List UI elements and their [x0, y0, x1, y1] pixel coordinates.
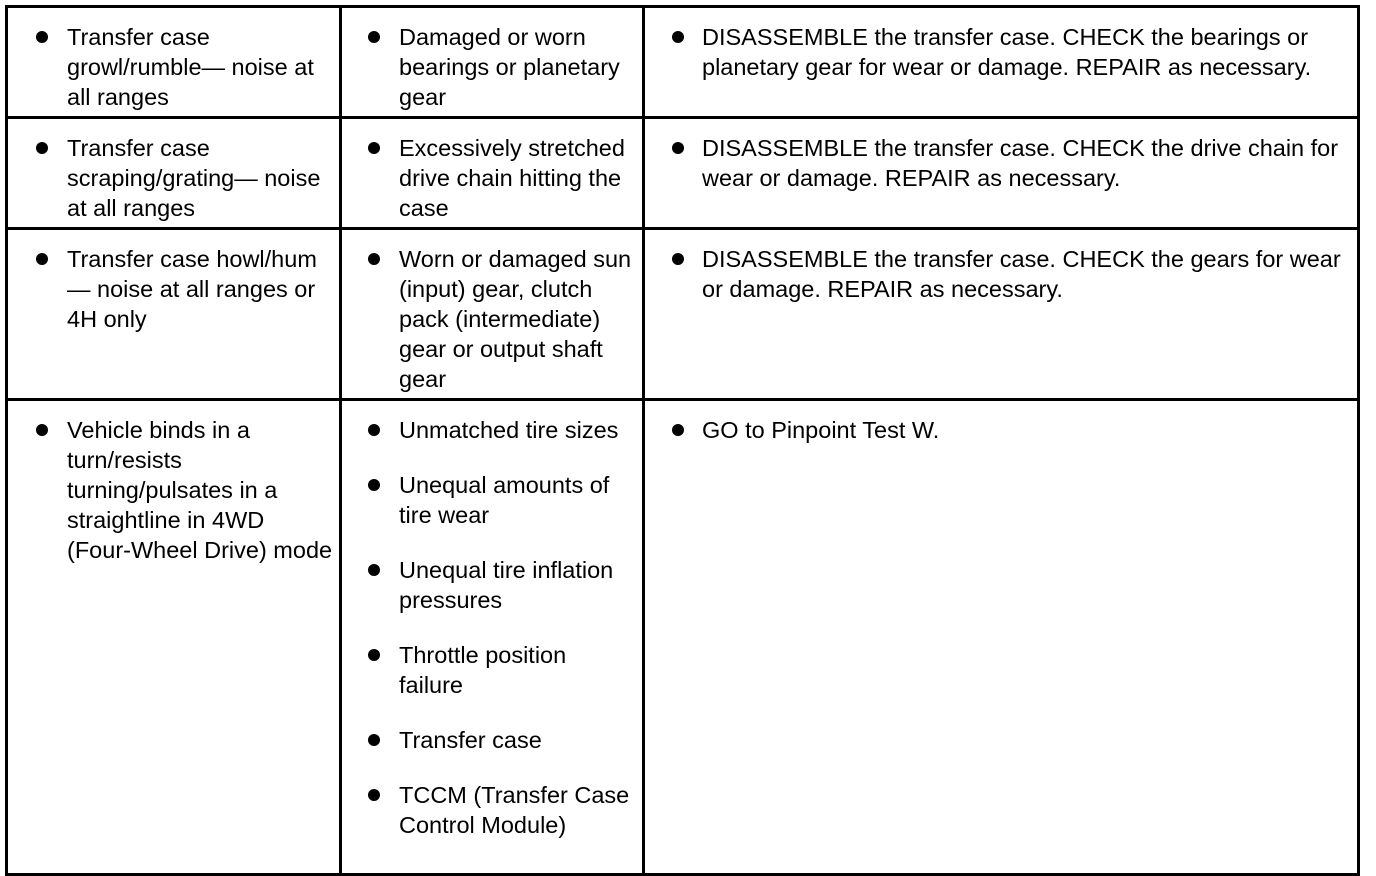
condition-text: Transfer case scraping/grating— noise at all ranges — [67, 135, 321, 221]
action-cell — [644, 118, 1359, 229]
list-item — [645, 415, 1351, 445]
cause-text: Worn or damaged sun (input) gear, clutch pack (intermediate) gear or output shaft gear — [399, 246, 632, 392]
list-item — [8, 22, 333, 112]
diagnosis-table — [5, 5, 1360, 876]
bullet-icon — [36, 142, 48, 154]
table-row — [7, 400, 1359, 875]
cause-text: Damaged or worn bearings or planetary gear — [399, 24, 620, 110]
list-item — [342, 22, 636, 112]
condition-cell — [7, 229, 341, 400]
list-item — [342, 555, 636, 615]
bullet-icon — [36, 31, 48, 43]
condition-text: Transfer case howl/hum— noise at all ranges or 4H only — [67, 246, 317, 332]
list-item — [8, 244, 333, 334]
action-text: DISASSEMBLE the transfer case. CHECK the drive chain for wear or damage. REPAIR as necessary. — [702, 135, 1339, 191]
table-row — [7, 118, 1359, 229]
list-item — [342, 244, 636, 394]
action-text: DISASSEMBLE the transfer case. CHECK the gears for wear or damage. REPAIR as necessary. — [702, 246, 1341, 302]
bullet-icon — [672, 424, 684, 436]
list-item — [8, 415, 333, 565]
cause-cell — [341, 7, 644, 118]
list-item — [645, 244, 1351, 304]
bullet-icon — [672, 142, 684, 154]
bullet-icon — [368, 789, 380, 801]
bullet-icon — [672, 253, 684, 265]
action-text: GO to Pinpoint Test W. — [702, 417, 940, 443]
bullet-icon — [368, 253, 380, 265]
cause-cell — [341, 400, 644, 875]
action-text: DISASSEMBLE the transfer case. CHECK the bearings or planetary gear for wear or damage. REPAIR as necessary. — [702, 24, 1312, 80]
list-item — [342, 470, 636, 530]
cause-text: Excessively stretched drive chain hitting the case — [399, 135, 625, 221]
action-cell — [644, 229, 1359, 400]
bullet-icon — [672, 31, 684, 43]
list-item — [342, 415, 636, 445]
condition-cell — [7, 400, 341, 875]
table-row — [7, 7, 1359, 118]
bullet-icon — [368, 649, 380, 661]
cause-text: Transfer case — [399, 727, 542, 753]
action-cell — [644, 400, 1359, 875]
list-item — [342, 780, 636, 840]
cause-text: Throttle position failure — [399, 642, 567, 698]
cause-text: Unmatched tire sizes — [399, 417, 619, 443]
cause-cell — [341, 118, 644, 229]
cause-text: TCCM (Transfer Case Control Module) — [399, 782, 630, 838]
bullet-icon — [368, 31, 380, 43]
table-row — [7, 229, 1359, 400]
cause-cell — [341, 229, 644, 400]
condition-text: Vehicle binds in a turn/resists turning/pulsates in a straightline in 4WD (Four-Wheel Drive) mode — [67, 417, 333, 563]
list-item — [645, 22, 1351, 82]
list-item — [8, 133, 333, 223]
bullet-icon — [368, 142, 380, 154]
condition-text: Transfer case growl/rumble— noise at all ranges — [67, 24, 314, 110]
bullet-icon — [368, 564, 380, 576]
bullet-icon — [368, 424, 380, 436]
list-item — [342, 133, 636, 223]
bullet-icon — [368, 479, 380, 491]
bullet-icon — [36, 253, 48, 265]
bullet-icon — [36, 424, 48, 436]
cause-text: Unequal tire inflation pressures — [399, 557, 614, 613]
condition-cell — [7, 118, 341, 229]
list-item — [645, 133, 1351, 193]
list-item — [342, 640, 636, 700]
cause-text: Unequal amounts of tire wear — [399, 472, 610, 528]
list-item — [342, 725, 636, 755]
condition-cell — [7, 7, 341, 118]
bullet-icon — [368, 734, 380, 746]
action-cell — [644, 7, 1359, 118]
